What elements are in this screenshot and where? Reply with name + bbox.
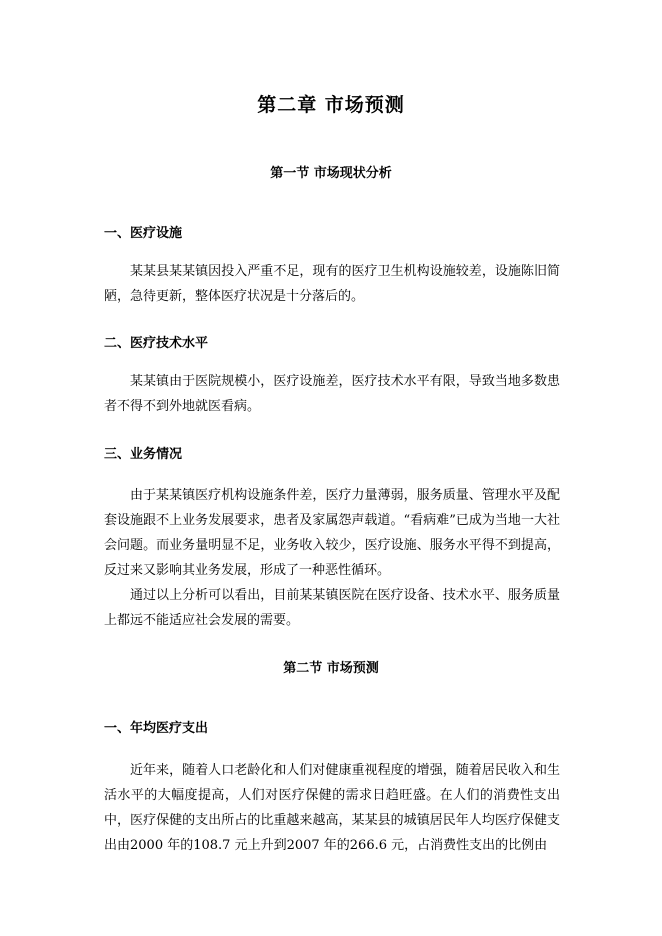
paragraph-annual-medical-expenditure: 近年来，随着人口老龄化和人们对健康重视程度的增强，随着居民收入和生活水平的大幅度提高，人们对医疗保健的需求日趋旺盛。在人们的消费性支出中，医疗保健的支出所占的比重越来越高，某某县的城镇居民年人均医疗保健支出由2000 年的108.7 元上升到2007 年的266.6 元，占消费性支出的比例由 bbox=[104, 763, 560, 853]
heading-medical-technology: 二、医疗技术水平 bbox=[104, 336, 209, 351]
paragraph-medical-technology: 某某镇由于医院规模小，医疗设施差，医疗技术水平有限，导致当地多数患者不得不到外地就医看病。 bbox=[104, 374, 560, 414]
heading-annual-medical-expenditure: 一、年均医疗支出 bbox=[104, 721, 209, 736]
paragraph-analysis-conclusion: 通过以上分析可以看出，目前某某镇医院在医疗设备、技术水平、服务质量上都远不能适应社会发展的需要。 bbox=[104, 588, 560, 628]
paragraph-business-status: 由于某某镇医疗机构设施条件差，医疗力量薄弱，服务质量、管理水平及配套设施跟不上业务发展要求，患者及家属怨声载道。“看病难”已成为当地一大社会问题。而业务量明显不足，业务收入较少，医疗设施、服务水平得不到提高，反过来又影响其业务发展，形成了一种恶性循环。 bbox=[104, 488, 560, 578]
section-title-current-status: 第一节 市场现状分析 bbox=[270, 166, 392, 181]
paragraph-medical-facilities: 某某县某某镇因投入严重不足，现有的医疗卫生机构设施较差，设施陈旧简陋，急待更新，整体医疗状况是十分落后的。 bbox=[104, 264, 560, 304]
heading-business-status: 三、业务情况 bbox=[104, 447, 183, 462]
chapter-title: 第二章 市场预测 bbox=[257, 94, 405, 116]
section-title-market-forecast: 第二节 市场预测 bbox=[283, 661, 379, 676]
heading-medical-facilities: 一、医疗设施 bbox=[104, 226, 183, 241]
